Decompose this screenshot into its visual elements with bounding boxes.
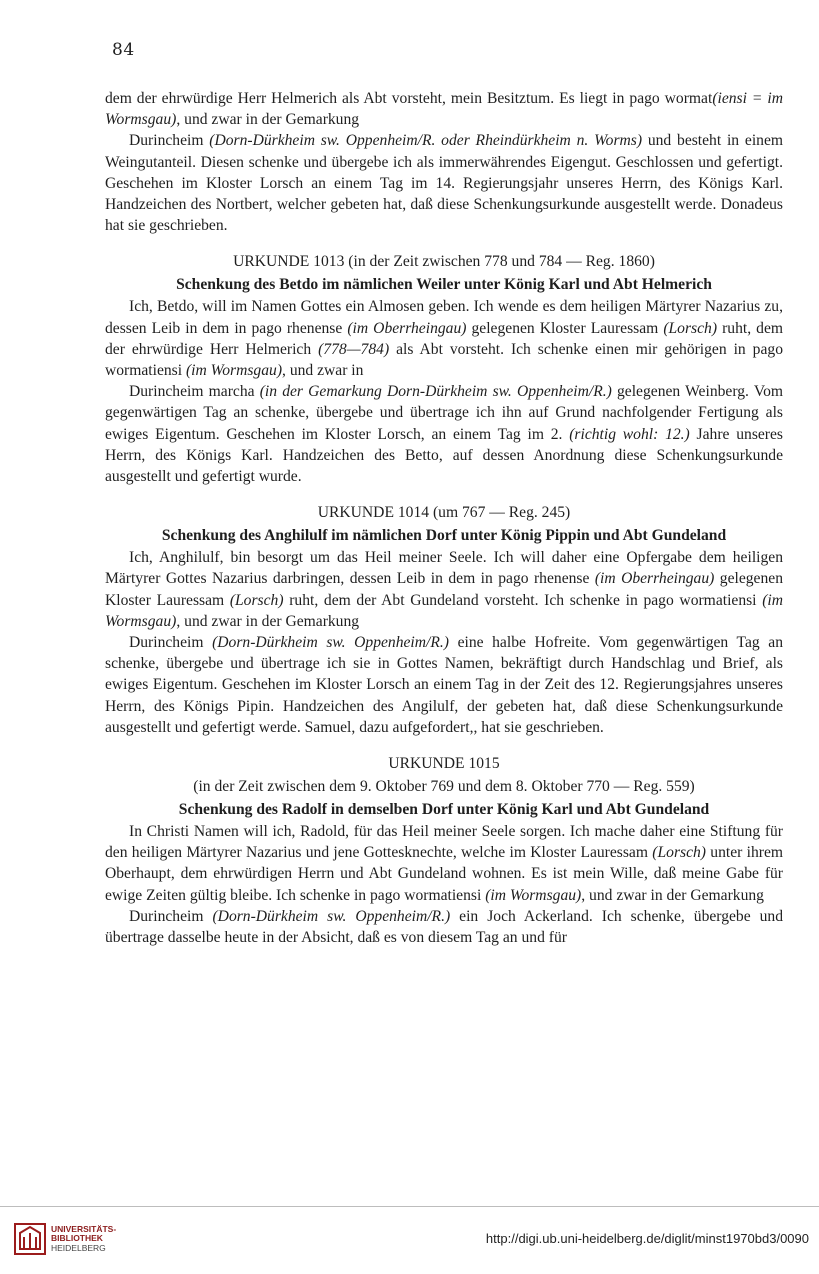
italic-annotation: (Lorsch) <box>663 319 718 337</box>
source-url-link[interactable]: http://digi.ub.uni-heidelberg.de/diglit/minst1970bd3/0090 <box>485 1231 809 1246</box>
paragraph: dem der ehrwürdige Herr Helmerich als Abt vorsteht, mein Besitztum. Es liegt in pago wormat(iensi = im Wormsgau), und zwar in der Gemarkung <box>105 90 783 129</box>
library-logo[interactable] <box>14 1223 116 1255</box>
page-text <box>105 88 783 948</box>
italic-annotation: (Lorsch) <box>229 591 284 609</box>
italic-annotation: (Dorn-Dürkheim sw. Oppenheim/R. oder Rheindürkheim n. Worms) <box>209 132 643 150</box>
italic-annotation: (im Wormsgau) <box>105 591 783 630</box>
italic-annotation: (im Wormsgau) <box>185 362 283 380</box>
italic-annotation: (in der Gemarkung Dorn-Dürkheim sw. Oppenheim/R.) <box>259 383 612 401</box>
logo-line-1: UNIVERSITÄTS- <box>51 1223 117 1234</box>
paragraph: Durincheim (Dorn-Dürkheim sw. Oppenheim/R.) eine halbe Hofreite. Vom gegenwärtigen Tag an schenke, übergebe und übertrage ich sie in Gottes Namen, bekräftigt durch Handschlag und Brief, als ewiges Eigentum. Geschehen im Kloster Lorsch an einem Tag in der Zeit des 12. Regierungsjahres unseres Herrn, des Königs Pipin. Handzeichen des Angilulf, der gebeten hat, daß diese Schenkungsurkunde ausgestellt und gefertigt werde. Samuel, dazu aufgefordert,, hat sie geschrieben. <box>105 634 783 736</box>
italic-annotation: (im Oberrheingau) <box>347 319 467 337</box>
section-heading-1015: URKUNDE 1015 <box>388 755 500 773</box>
section-subheading-1015: (in der Zeit zwischen dem 9. Oktober 769 und dem 8. Oktober 770 — Reg. 559) <box>193 778 695 796</box>
section-title-1013: Schenkung des Betdo im nämlichen Weiler unter König Karl und Abt Helmerich <box>176 276 712 294</box>
logo-line-2: BIBLIOTHEK <box>51 1233 103 1244</box>
paragraph: In Christi Namen will ich, Radold, für das Heil meiner Seele sorgen. Ich mache daher eine Stiftung für den heiligen Märtyrer Nazarius und jene Gottesknechte, welche im Kloster Lauressam (Lorsch) unter ihrem Oberhaupt, dem ehrwürdigen Herrn und Abt Gundeland wohnen. Es ist mein Wille, daß meine Gabe für ewige Zeiten gültig bleibe. Ich schenke in pago wormatiensi (im Wormsgau), und zwar in der Gemarkung <box>105 823 783 904</box>
paragraph: Ich, Anghilulf, bin besorgt um das Heil meiner Seele. Ich will daher eine Opfergabe dem heiligen Märtyrer Gottes Nazarius darbringen, dessen Leib in dem in pago rhenense (im Oberrheingau) gelegenen Kloster Lauressam (Lorsch) ruht, dem der Abt Gundeland vorsteht. Ich schenke in pago wormatiensi (im Wormsgau), und zwar in der Gemarkung <box>105 549 783 630</box>
section-title-1014: Schenkung des Anghilulf im nämlichen Dorf unter König Pippin und Abt Gundeland <box>161 527 727 545</box>
logo-line-3: HEIDELBERG <box>51 1242 106 1253</box>
italic-annotation: (778—784) <box>318 340 390 358</box>
section-heading-1014: URKUNDE 1014 (um 767 — Reg. 245) <box>317 504 571 522</box>
paragraph: Ich, Betdo, will im Namen Gottes ein Almosen geben. Ich wende es dem heiligen Märtyrer Nazarius zu, dessen Leib in dem in pago rhenense (im Oberrheingau) gelegenen Kloster Lauressam (Lorsch) ruht, dem der ehrwürdige Herr Helmerich (778—784) als Abt vorsteht. Ich schenke einen mir gehörigen in pago wormatiensi (im Wormsgau), und zwar in <box>105 298 783 380</box>
italic-annotation: (richtig wohl: 12.) <box>569 425 690 443</box>
italic-annotation: (iensi = im Wormsgau) <box>105 90 783 129</box>
section-title-1015: Schenkung des Radolf in demselben Dorf unter König Karl und Abt Gundeland <box>178 801 710 819</box>
page-number: 84 <box>112 40 135 60</box>
paragraph: Durincheim (Dorn-Dürkheim sw. Oppenheim/R.) ein Joch Ackerland. Ich schenke, übergebe und übertrage dasselbe heute in der Absicht, daß es von diesem Tag an und für <box>105 907 784 947</box>
footer-bar <box>0 1206 819 1274</box>
paragraph: Durincheim (Dorn-Dürkheim sw. Oppenheim/R. oder Rheindürkheim n. Worms) und besteht in einem Weingutanteil. Diesen schenke und übergebe ich als immerwährendes Eigengut. Geschlossen und gefertigt. Geschehen im Kloster Lorsch an einem Tag im 14. Regierungsjahr unseres Herrn, des Königs Karl. Handzeichen des Nortbert, welcher gebeten hat, daß diese Schenkungsurkunde ausgestellt werde. Donadeus hat sie geschrieben. <box>105 132 783 235</box>
paragraph: Durincheim marcha (in der Gemarkung Dorn-Dürkheim sw. Oppenheim/R.) gelegenen Weinberg. Vom gegenwärtigen Tag an schenke, übergebe und übertrage ich ihn auf Grund nachfolgender Fertigung als ewiges Eigentum. Geschehen im Kloster Lorsch, an einem Tag im 2. (richtig wohl: 12.) Jahre unseres Herrn, des Königs Karl. Handzeichen des Betto, auf dessen Anordnung diese Schenkungsurkunde ausgestellt und gefertigt wurde. <box>105 383 784 486</box>
italic-annotation: (Lorsch) <box>652 844 706 862</box>
italic-annotation: (Dorn-Dürkheim sw. Oppenheim/R.) <box>212 634 449 652</box>
italic-annotation: (Dorn-Dürkheim sw. Oppenheim/R.) <box>212 907 451 925</box>
section-heading-1013: URKUNDE 1013 (in der Zeit zwischen 778 und 784 — Reg. 1860) <box>233 253 655 271</box>
library-emblem-icon <box>14 1223 46 1255</box>
italic-annotation: (im Oberrheingau) <box>594 570 715 588</box>
italic-annotation: (im Wormsgau) <box>485 886 582 904</box>
